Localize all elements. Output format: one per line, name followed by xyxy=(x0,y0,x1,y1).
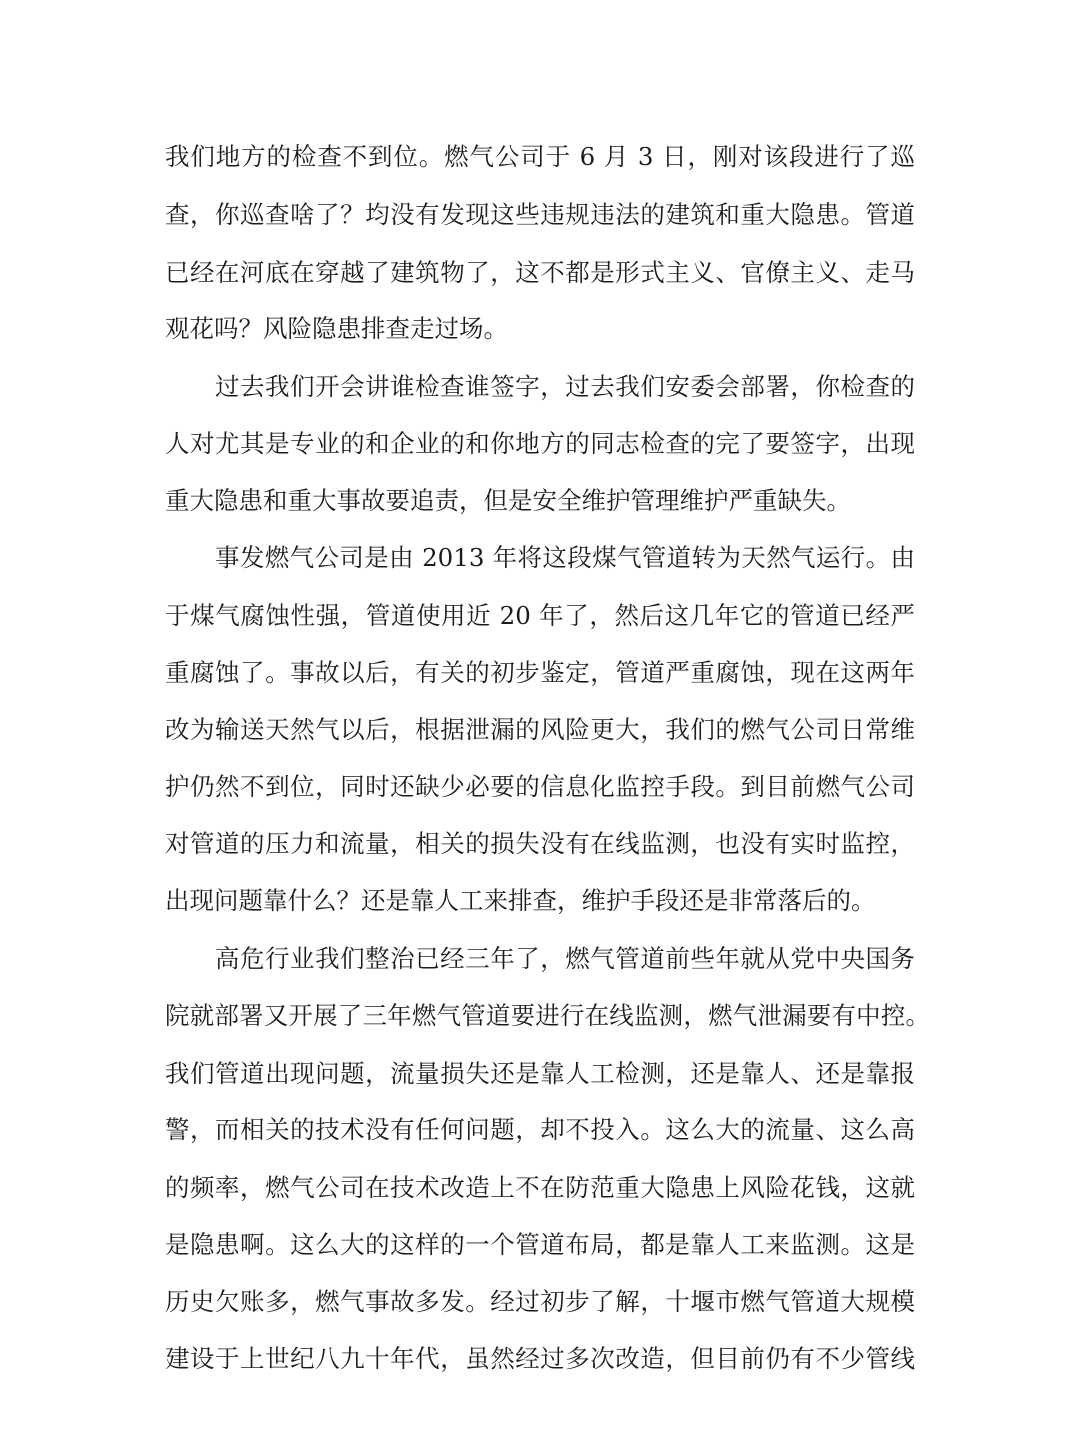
text-line: 的频率，燃气公司在技术改造上不在防范重大隐患上风险花钱，这就 xyxy=(165,1173,915,1202)
text-line: 我们地方的检查不到位。燃气公司于 6 月 3 日，刚对该段进行了巡 xyxy=(165,142,915,171)
text-line: 人对尤其是专业的和企业的和你地方的同志检查的完了要签字，出现 xyxy=(165,429,915,458)
text-line: 是隐患啊。这么大的这样的一个管道布局，都是靠人工来监测。这是 xyxy=(165,1230,915,1259)
text-line: 警，而相关的技术没有任何问题，却不投入。这么大的流量、这么高 xyxy=(165,1115,915,1144)
text-line: 我们管道出现问题，流量损失还是靠人工检测，还是靠人、还是靠报 xyxy=(165,1059,915,1088)
text-line: 重大隐患和重大事故要追责，但是安全维护管理维护严重缺失。 xyxy=(165,486,851,515)
text-line: 已经在河底在穿越了建筑物了，这不都是形式主义、官僚主义、走马 xyxy=(165,258,915,287)
text-line: 对管道的压力和流量，相关的损失没有在线监测，也没有实时监控， xyxy=(165,829,915,858)
text-line: 高危行业我们整治已经三年了，燃气管道前些年就从党中央国务 xyxy=(215,944,915,973)
text-line: 重腐蚀了。事故以后，有关的初步鉴定，管道严重腐蚀，现在这两年 xyxy=(165,658,915,687)
text-line: 查，你巡查啥了？均没有发现这些违规违法的建筑和重大隐患。管道 xyxy=(165,200,915,229)
text-line: 历史欠账多，燃气事故多发。经过初步了解，十堰市燃气管道大规模 xyxy=(165,1287,915,1316)
text-line: 事发燃气公司是由 2013 年将这段煤气管道转为天然气运行。由 xyxy=(215,543,915,572)
text-line: 院就部署又开展了三年燃气管道要进行在线监测，燃气泄漏要有中控。 xyxy=(165,1001,930,1030)
text-line: 改为输送天然气以后，根据泄漏的风险更大，我们的燃气公司日常维 xyxy=(165,715,915,744)
text-line: 建设于上世纪八九十年代，虽然经过多次改造，但目前仍有不少管线 xyxy=(165,1344,915,1373)
text-line: 出现问题靠什么？还是靠人工来排查，维护手段还是非常落后的。 xyxy=(165,886,876,915)
text-line: 过去我们开会讲谁检查谁签字，过去我们安委会部署，你检查的 xyxy=(215,372,915,401)
text-line: 护仍然不到位，同时还缺少必要的信息化监控手段。到目前燃气公司 xyxy=(165,772,915,801)
text-line: 观花吗？风险隐患排查走过场。 xyxy=(165,314,508,343)
text-line: 于煤气腐蚀性强，管道使用近 20 年了，然后这几年它的管道已经严 xyxy=(165,601,915,630)
